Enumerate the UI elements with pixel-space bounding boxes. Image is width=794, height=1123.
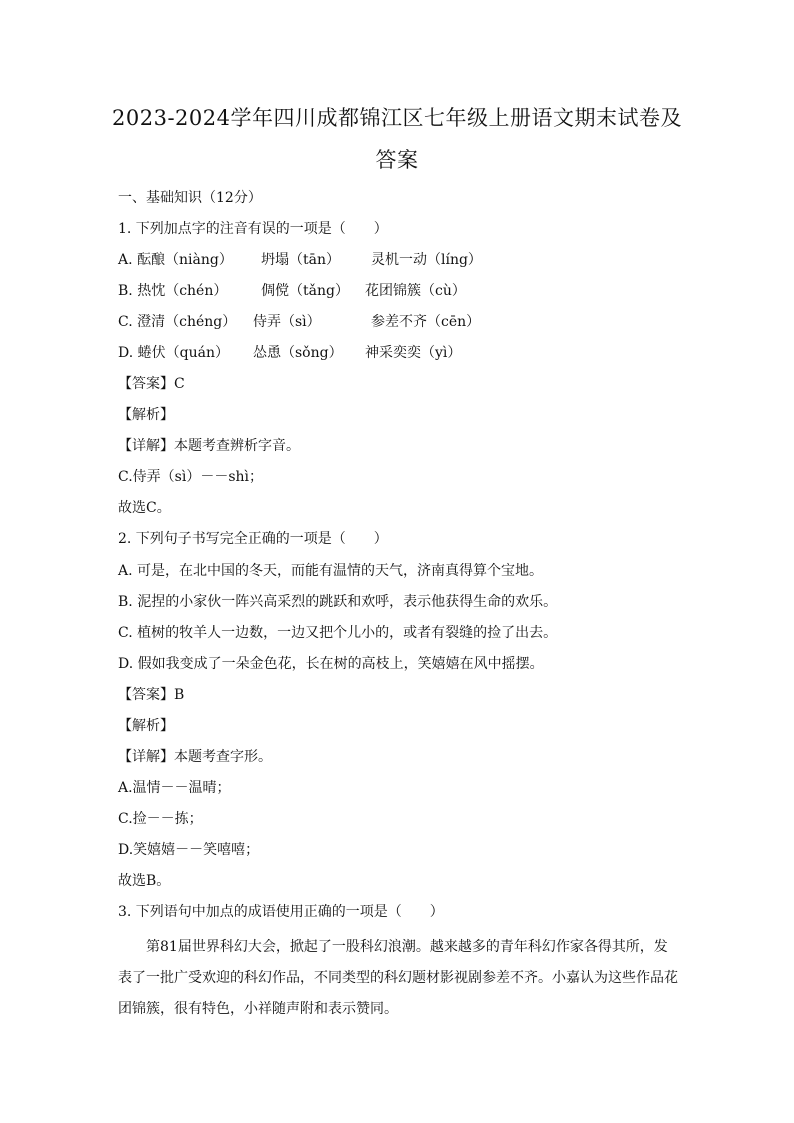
q2-explanation-line-3: D.笑嬉嬉－－笑嘻嘻； (118, 842, 260, 858)
q1-option-d-part3: 神采奕奕（yì） (365, 345, 462, 361)
q1-option-a-part1: A. 酝酿（niàng） (118, 252, 233, 268)
section-heading: 一、基础知识（12分） (118, 190, 262, 206)
q1-option-b-part1: B. 热忱（chén） (118, 283, 228, 299)
q2-explanation-line-2: C.捡－－拣； (118, 811, 203, 827)
q3-stem: 3. 下列语句中加点的成语使用正确的一项是（ ） (118, 904, 444, 920)
q1-option-c-part3: 参差不齐（cēn） (371, 314, 481, 330)
q1-detail: 【详解】本题考查辨析字音。 (118, 438, 300, 454)
q1-analysis: 【解析】 (118, 407, 174, 423)
q2-option-b: B. 泥捏的小家伙一阵兴高采烈的跳跃和欢呼，表示他获得生命的欢乐。 (118, 594, 558, 610)
q1-option-a-part2: 坍塌（tān） (261, 252, 340, 268)
q1-option-b-part2: 倜傥（tǎng） (261, 283, 349, 299)
q1-stem: 1. 下列加点字的注音有误的一项是（ ） (118, 221, 388, 237)
q3-passage: 第81届世界科幻大会，掀起了一股科幻浪潮。越来越多的青年科幻作家各得其所，发表了一批广受欢迎的科幻作品，不同类型的科幻题材影视剧参差不齐。小嘉认为这些作品花团锦簇，很有特色，小祥随声附和表示赞同。 (118, 939, 678, 1017)
q2-stem: 2. 下列句子书写完全正确的一项是（ ） (118, 531, 388, 547)
q2-detail: 【详解】本题考查字形。 (118, 749, 272, 765)
q1-option-c-part1: C. 澄清（chéng） (118, 314, 237, 330)
q1-option-d-part1: D. 蜷伏（quán） (118, 345, 229, 361)
q2-analysis: 【解析】 (118, 718, 174, 734)
q2-option-c: C. 植树的牧羊人一边数，一边又把个儿小的，或者有裂缝的捡了出去。 (118, 625, 558, 641)
doc-title-line2: 答案 (375, 148, 419, 172)
q1-option-d-part2: 怂恿（sǒng） (253, 345, 343, 361)
q1-option-b-part3: 花团锦簇（cù） (365, 283, 466, 299)
q1-option-c-part2: 侍弄（sì） (253, 314, 321, 330)
q2-option-d: D. 假如我变成了一朵金色花，长在树的高枝上，笑嬉嬉在风中摇摆。 (118, 656, 544, 672)
q2-option-a: A. 可是，在北中国的冬天，而能有温情的天气，济南真得算个宝地。 (118, 563, 544, 579)
q2-explanation-line-1: A.温情－－温晴； (118, 780, 231, 796)
doc-title-line1: 2023-2024学年四川成都锦江区七年级上册语文期末试卷及 (112, 106, 682, 130)
q1-answer: 【答案】C (118, 376, 185, 392)
q1-explanation-line: C.侍弄（sì）－－shì； (118, 469, 264, 485)
q2-conclusion: 故选B。 (118, 873, 171, 889)
q2-answer: 【答案】B (118, 687, 185, 703)
q1-option-a-part3: 灵机一动（líng） (371, 252, 482, 268)
q1-conclusion: 故选C。 (118, 500, 171, 516)
